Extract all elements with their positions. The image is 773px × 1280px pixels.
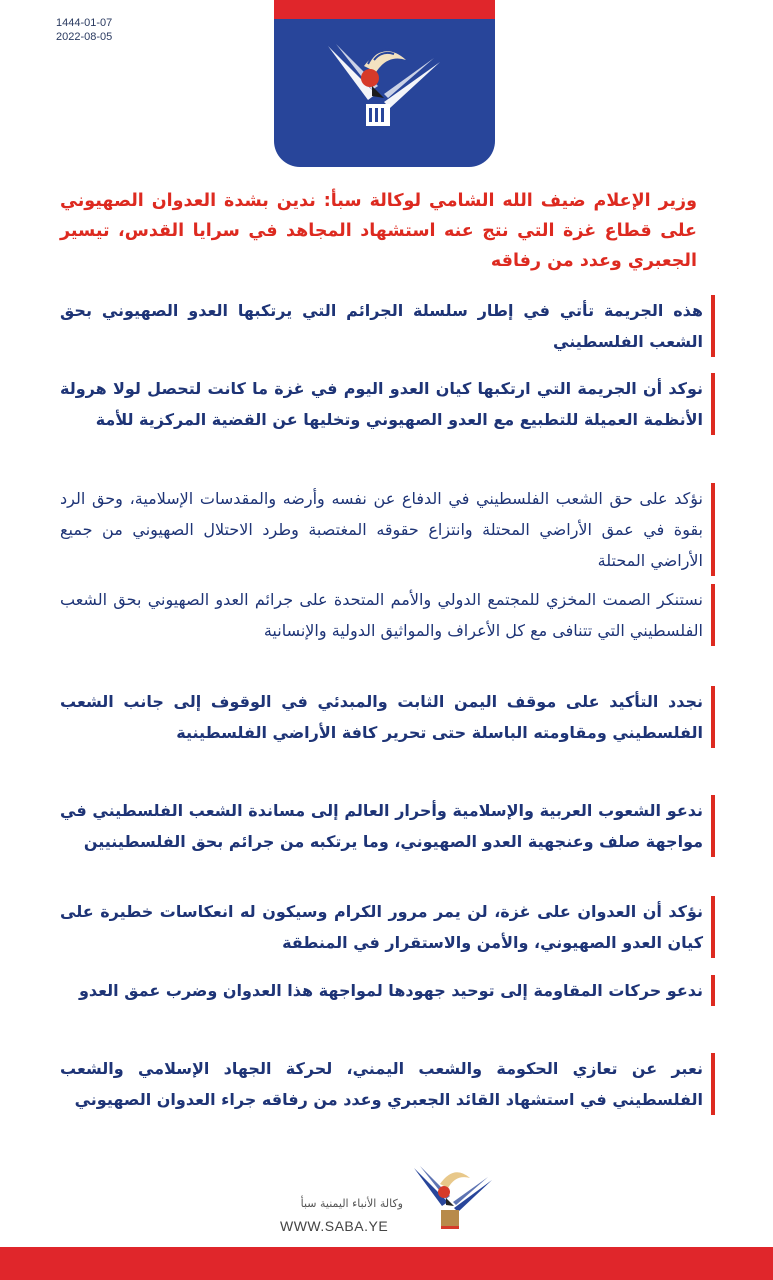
statement-paragraph: هذه الجريمة تأتي في إطار سلسلة الجرائم التي يرتكبها العدو الصهيوني بحق الشعب الفلسطيني bbox=[60, 295, 715, 357]
saba-footer-logo-icon bbox=[412, 1162, 494, 1236]
saba-eagle-emblem-icon bbox=[324, 36, 444, 142]
statement-paragraph: نجدد التأكيد على موقف اليمن الثابت والمبدئي في الوقوف إلى جانب الشعب الفلسطيني ومقاومته الباسلة حتى تحرير كافة الأراضي الفلسطينية bbox=[60, 686, 715, 748]
agency-url[interactable]: WWW.SABA.YE bbox=[280, 1218, 389, 1234]
date-stamp bbox=[56, 16, 112, 44]
statement-paragraph: ندعو حركات المقاومة إلى توحيد جهودها لمواجهة هذا العدوان وضرب عمق العدو bbox=[60, 975, 715, 1006]
headline: وزير الإعلام ضيف الله الشامي لوكالة سبأ: ندين بشدة العدوان الصهيوني على قطاع غزة التي نتج عنه استشهاد المجاهد في سرايا القدس، تيسير الجعبري وعدد من رفاقه bbox=[60, 191, 697, 271]
gregorian-date: 2022-08-05 bbox=[56, 31, 113, 43]
header-emblem-panel bbox=[274, 0, 495, 167]
statement-paragraph: ندعو الشعوب العربية والإسلامية وأحرار العالم إلى مساندة الشعب الفلسطيني في مواجهة صلف وعنجهية العدو الصهيوني، وما يرتكبه من جرائم بحق الفلسطينيين bbox=[60, 795, 715, 857]
statement-paragraph: نوكد أن الجريمة التي ارتكبها كيان العدو اليوم في غزة ما كانت لتحصل لولا هرولة الأنظمة العميلة للتطبيع مع العدو الصهيوني وتخليها عن القضية المركزية للأمة bbox=[60, 373, 715, 435]
statement-paragraph: نؤكد أن العدوان على غزة، لن يمر مرور الكرام وسيكون له انعكاسات خطيرة على كيان العدو الصهيوني، والأمن والاستقرار في المنطقة bbox=[60, 896, 715, 958]
agency-name: وكالة الأنباء اليمنية سبأ bbox=[300, 1197, 403, 1210]
hijri-date: 1444-01-07 bbox=[56, 17, 113, 29]
header-red-strip bbox=[274, 0, 495, 19]
footer-red-bar bbox=[0, 1247, 773, 1280]
statement-paragraph: نؤكد على حق الشعب الفلسطيني في الدفاع عن نفسه وأرضه والمقدسات الإسلامية، وحق الرد بقوة في عمق الأراضي المحتلة وانتزاع حقوقه المغتصبة وطرد الاحتلال الصهيوني من جميع الأراضي المحتلة bbox=[60, 483, 715, 576]
statement-paragraph: نعبر عن تعازي الحكومة والشعب اليمني، لحركة الجهاد الإسلامي والشعب الفلسطيني في استشهاد القائد الجعبري وعدد من رفاقه جراء العدوان الصهيوني bbox=[60, 1053, 715, 1115]
statement-paragraph: نستنكر الصمت المخزي للمجتمع الدولي والأمم المتحدة على جرائم العدو الصهيوني بحق الشعب الفلسطيني التي تتنافى مع كل الأعراف والمواثيق الدولية والإنسانية bbox=[60, 584, 715, 646]
